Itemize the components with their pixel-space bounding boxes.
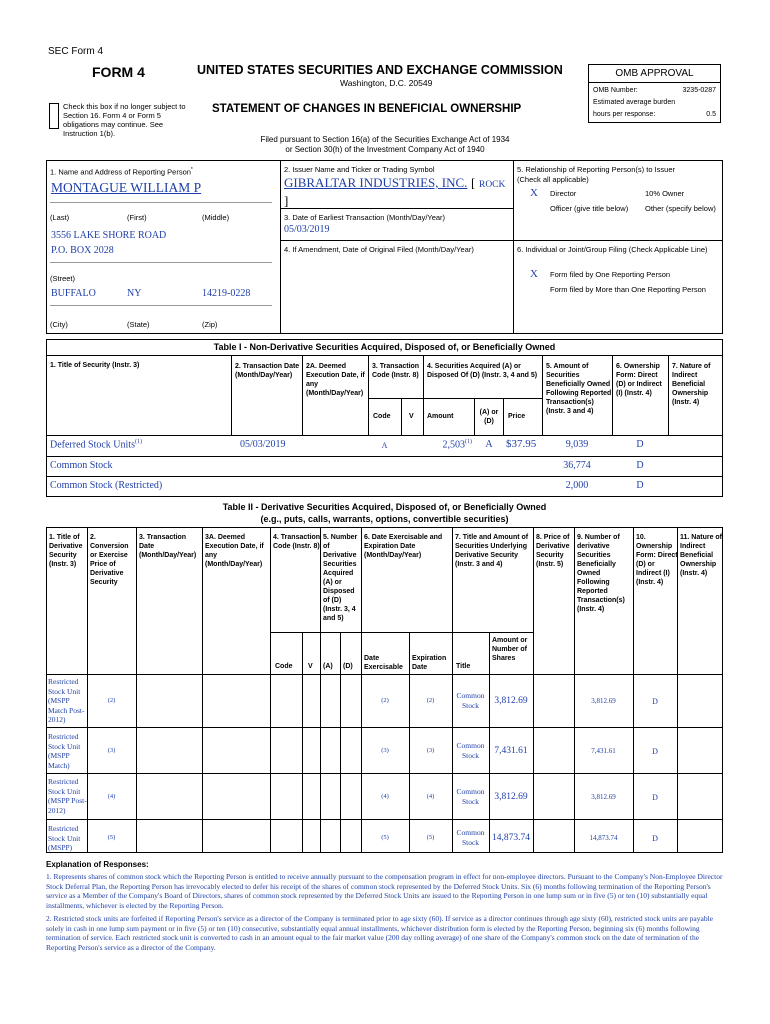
t1-row1-date: 05/03/2019 bbox=[240, 439, 286, 450]
t2-row1-conv: (2) bbox=[107, 697, 116, 704]
t2-h4: 4. Transaction Code (Instr. 8) bbox=[273, 534, 321, 550]
t2-h10: 10. Ownership Form: Direct (D) or Indirect (I) (Instr. 4) bbox=[636, 534, 678, 586]
omb-approval-title: OMB APPROVAL bbox=[615, 68, 694, 79]
t2-row3-owned: 3,812.69 bbox=[591, 793, 616, 801]
one-person-check[interactable]: X bbox=[530, 268, 538, 280]
t2-row1-owned: 3,812.69 bbox=[591, 697, 616, 705]
address-line2: P.O. BOX 2028 bbox=[51, 245, 114, 256]
t1-sub-v: V bbox=[409, 413, 414, 420]
t2-h7: 7. Title and Amount of Securities Underlying Derivative Security (Instr. 3 and 4) bbox=[455, 534, 529, 568]
t2-row1-exp: (2) bbox=[426, 697, 435, 704]
t1-row1-form: D bbox=[636, 439, 644, 450]
city-value: BUFFALO bbox=[51, 288, 96, 299]
t2-row1-title: Restricted Stock Unit (MSPP Match Post-2012) bbox=[48, 677, 85, 724]
director-label: Director bbox=[550, 189, 577, 198]
t1-h4: 4. Securities Acquired (A) or Disposed Of (D) (Instr. 3, 4 and 5) bbox=[427, 363, 538, 379]
t2-row2-title: Restricted Stock Unit (MSPP Match) bbox=[48, 732, 81, 770]
t2-row4-form: D bbox=[652, 834, 658, 843]
t1-row1-title: Deferred Stock Units$^{(1)}$ bbox=[50, 439, 142, 451]
more-person-label: Form filed by More than One Reporting Person bbox=[550, 285, 706, 294]
t1-sub-price: Price bbox=[508, 413, 526, 420]
t2-sub-date-ex: Date Exercisable bbox=[364, 655, 403, 671]
t1-h6: 6. Ownership Form: Direct (D) or Indirect (I) (Instr. 4) bbox=[616, 363, 662, 397]
reporting-person-label: 1. Name and Address of Reporting Person* bbox=[50, 167, 193, 177]
issuer-ticker: ROCK bbox=[478, 180, 506, 190]
middle-label: (Middle) bbox=[202, 213, 230, 222]
t2-sub-a: (A) bbox=[323, 663, 333, 670]
earliest-date-label: 3. Date of Earliest Transaction (Month/Day/Year) bbox=[284, 213, 446, 222]
t2-row2-form: D bbox=[652, 747, 658, 756]
t1-row2-owned: 36,774 bbox=[563, 460, 591, 471]
address-line1: 3556 LAKE SHORE ROAD bbox=[51, 230, 167, 241]
t1-row3-owned: 2,000 bbox=[565, 480, 589, 491]
t2-row4-ex: (5) bbox=[381, 834, 389, 841]
t2-row3-uamount: 3,812.69 bbox=[494, 792, 528, 802]
t2-h6: 6. Date Exercisable and Expiration Date (Month/Day/Year) bbox=[364, 534, 443, 559]
t2-row2-owned: 7,431.61 bbox=[591, 747, 616, 755]
street-label: (Street) bbox=[50, 274, 76, 283]
amendment-label: 4. If Amendment, Date of Original Filed (Month/Day/Year) bbox=[284, 245, 474, 254]
t2-row4-utitle: Common Stock bbox=[456, 828, 485, 847]
omb-number-value: 3235-0287 bbox=[682, 87, 716, 94]
statement-title: STATEMENT OF CHANGES IN BENEFICIAL OWNERSHIP bbox=[212, 103, 522, 115]
t1-h2: 2. Transaction Date (Month/Day/Year) bbox=[235, 363, 300, 379]
t2-sub-exp: Expiration Date bbox=[412, 655, 447, 671]
t2-row3-exp: (4) bbox=[426, 793, 435, 800]
t2-row4-uamount: 14,873.74 bbox=[492, 833, 530, 843]
t1-sub-amount: Amount bbox=[427, 413, 454, 420]
relationship-sublabel: (Check all applicable) bbox=[517, 175, 589, 184]
relationship-label: 5. Relationship of Reporting Person(s) to Issuer bbox=[517, 165, 675, 174]
earliest-date-value: 05/03/2019 bbox=[284, 224, 330, 235]
t1-row2-title: Common Stock bbox=[50, 460, 113, 471]
t2-h5: 5. Number of Derivative Securities Acquired (A) or Disposed of (D) (Instr. 3, 4 and 5) bbox=[323, 534, 358, 622]
agency-title: UNITED STATES SECURITIES AND EXCHANGE COMMISSION bbox=[197, 63, 563, 77]
t2-row3-form: D bbox=[652, 793, 658, 802]
t2-row2-uamount: 7,431.61 bbox=[494, 746, 528, 756]
city-label: (City) bbox=[50, 320, 68, 329]
table2-title: Table II - Derivative Securities Acquired, Disposed of, or Beneficially Owned bbox=[222, 502, 547, 512]
t2-h8: 8. Price of Derivative Security (Instr. 5) bbox=[536, 534, 570, 568]
t1-sub-ad: (A) or (D) bbox=[479, 409, 499, 425]
t1-h1: 1. Title of Security (Instr. 3) bbox=[50, 362, 140, 369]
table2-subtitle: (e.g., puts, calls, warrants, options, convertible securities) bbox=[260, 514, 509, 524]
omb-hours-label: hours per response: bbox=[593, 111, 656, 118]
table1-title: Table I - Non-Derivative Securities Acquired, Disposed of, or Beneficially Owned bbox=[213, 342, 556, 352]
t2-h2: 2. Conversion or Exercise Price of Derivative Security bbox=[90, 534, 129, 586]
t2-row2-utitle: Common Stock bbox=[456, 741, 485, 760]
zip-value: 14219-0228 bbox=[202, 288, 251, 299]
t2-row4-exp: (5) bbox=[426, 834, 435, 841]
t2-row4-owned: 14,873.74 bbox=[589, 834, 618, 842]
t2-row2-ex: (3) bbox=[381, 747, 389, 754]
t1-row3-title: Common Stock (Restricted) bbox=[50, 480, 163, 491]
other-label: Other (specify below) bbox=[645, 204, 716, 213]
state-value: NY bbox=[127, 288, 142, 299]
t2-row3-utitle: Common Stock bbox=[456, 787, 485, 806]
footnote-2: 2. Restricted stock units are forfeited if Reporting Person's service as a director of the Company is terminated prior to age sixty (60). If service as a director continues through age sixty (60), restricted stock units are payable solely in cash in one lump sum payment or in five (5) or ten (10) consecutive, substantially equal annual installments, whichever distribution form is elected by the Reporting Person, beginning six (6) months following termination of service. Each restricted stock unit is converted to cash in an amount equal to the fair market value (200 day rolling average) of one share of the Company's common stock on the date of termination of the Reporting Person's service as a director of the Company. bbox=[46, 914, 713, 952]
director-check[interactable]: X bbox=[530, 187, 538, 199]
t1-h5: 5. Amount of Securities Beneficially Owned Following Reported Transaction(s) (Instr. 3 and 4) bbox=[546, 363, 612, 415]
sec-form-label: SEC Form 4 bbox=[48, 46, 104, 57]
officer-label: Officer (give title below) bbox=[550, 204, 629, 213]
t2-row1-uamount: 3,812.69 bbox=[494, 696, 528, 706]
t2-row4-title: Restricted Stock Unit (MSPP) bbox=[48, 824, 81, 852]
t2-row1-ex: (2) bbox=[381, 697, 389, 704]
t2-sub-v: V bbox=[308, 663, 313, 670]
t2-sub-code: Code bbox=[275, 663, 293, 670]
t1-row2-form: D bbox=[636, 460, 644, 471]
t1-h7: 7. Nature of Indirect Beneficial Ownership (Instr. 4) bbox=[672, 363, 711, 406]
t2-h3: 3. Transaction Date (Month/Day/Year) bbox=[139, 534, 197, 559]
checkbox-instruction: Check this box if no longer subject to Section 16. Form 4 or Form 5 obligations may continue. See Instruction 1(b). bbox=[63, 102, 186, 138]
omb-approval-box bbox=[588, 64, 721, 123]
state-label: (State) bbox=[127, 320, 150, 329]
t2-sub-title: Title bbox=[456, 663, 471, 670]
first-label: (First) bbox=[127, 213, 147, 222]
t2-row3-title: Restricted Stock Unit (MSPP Post-2012) bbox=[48, 777, 87, 815]
t2-h11: 11. Nature of Indirect Beneficial Ownership (Instr. 4) bbox=[680, 534, 723, 577]
t2-row3-conv: (4) bbox=[107, 793, 116, 800]
one-person-label: Form filed by One Reporting Person bbox=[550, 270, 671, 279]
omb-number-label: OMB Number: bbox=[593, 87, 638, 94]
filing-label: 6. Individual or Joint/Group Filing (Check Applicable Line) bbox=[517, 245, 708, 254]
t1-row3-form: D bbox=[636, 480, 644, 491]
issuer-label: 2. Issuer Name and Ticker or Trading Symbol bbox=[284, 165, 435, 174]
last-label: (Last) bbox=[50, 213, 70, 222]
issuer-name[interactable]: GIBRALTAR INDUSTRIES, INC. bbox=[284, 175, 468, 190]
t2-row2-conv: (3) bbox=[107, 747, 116, 754]
omb-hours-value: 0.5 bbox=[706, 111, 716, 118]
t1-row1-price: $37.95 bbox=[506, 438, 537, 450]
zip-label: (Zip) bbox=[202, 320, 218, 329]
t2-row3-ex: (4) bbox=[381, 793, 389, 800]
omb-burden-label: Estimated average burden bbox=[593, 99, 676, 106]
t2-sub-amount: Amount or Number of Shares bbox=[492, 637, 528, 662]
filed-pursuant-line2: or Section 30(h) of the Investment Company Act of 1940 bbox=[285, 145, 485, 154]
t2-h3a: 3A. Deemed Execution Date, if any (Month/Day/Year) bbox=[205, 534, 264, 568]
no-longer-subject-checkbox[interactable] bbox=[49, 103, 59, 129]
agency-location: Washington, D.C. 20549 bbox=[340, 78, 433, 88]
ten-percent-label: 10% Owner bbox=[645, 189, 685, 198]
t1-sub-code: Code bbox=[373, 413, 391, 420]
form-number: FORM 4 bbox=[92, 64, 145, 80]
t1-row1-amount: 2,503$^{(1)}$ bbox=[442, 439, 472, 451]
t1-row1-owned: 9,039 bbox=[565, 439, 589, 450]
reporting-person-name[interactable]: MONTAGUE WILLIAM P bbox=[51, 180, 202, 195]
t1-h3: 3. Transaction Code (Instr. 8) bbox=[372, 363, 420, 379]
t2-h1: 1. Title of Derivative Security (Instr. 3) bbox=[49, 534, 83, 568]
issuer-name-line: GIBRALTAR INDUSTRIES, INC. [ ROCK ] bbox=[284, 175, 506, 208]
t2-row1-form: D bbox=[652, 697, 658, 706]
t1-row1-code: A bbox=[381, 441, 388, 450]
t1-h2a: 2A. Deemed Execution Date, if any (Month/Day/Year) bbox=[306, 363, 365, 397]
t2-row1-utitle: Common Stock bbox=[456, 691, 485, 710]
explanation-title: Explanation of Responses: bbox=[46, 860, 149, 869]
t2-row4-conv: (5) bbox=[107, 834, 116, 841]
footnote-1: 1. Represents shares of common stock which the Reporting Person is entitled to receive annually pursuant to the compensation program in effect for non-employee directors. Pursuant to the Company's Non-Employee Director Stock Deferral Plan, the Reporting Person has irrevocably elected to defer his receipt of the shares of common stock represented by the Deferred Stock Units. Six (6) months following termination of the Reporting Person's service as a Member of the Company's Board of Directors, shares of common stock represented by the Deferred Stock Units are issued to the Reporting Person in one lump sum or in five (5) or ten (10) substantially equal installments, whichever is elected by the Reporting Person. bbox=[46, 872, 723, 910]
t2-h9: 9. Number of derivative Securities Beneficially Owned Following Reported Transaction(s) (Instr. 4) bbox=[577, 534, 625, 613]
filed-pursuant-line1: Filed pursuant to Section 16(a) of the Securities Exchange Act of 1934 bbox=[260, 135, 510, 144]
t1-row1-ad: A bbox=[485, 439, 493, 450]
t2-row2-exp: (3) bbox=[426, 747, 435, 754]
t2-sub-d: (D) bbox=[343, 663, 353, 670]
